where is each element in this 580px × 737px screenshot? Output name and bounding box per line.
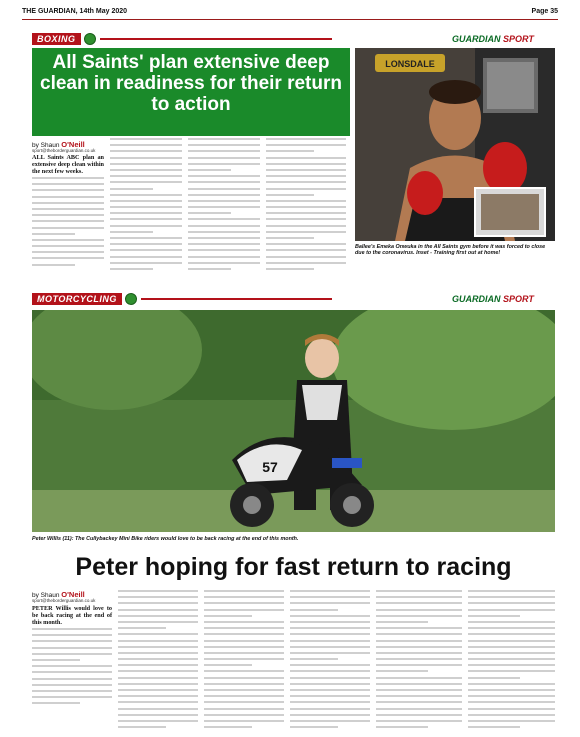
boxing-section-tag: BOXING — [32, 33, 81, 45]
racing-byline-email: sport@theborderguardian.co.uk — [32, 598, 96, 603]
boxing-photo — [355, 48, 555, 241]
bike-number: 57 — [262, 459, 278, 475]
boxing-section-bar — [32, 32, 332, 46]
motorcycling-section-tag: MOTORCYCLING — [32, 293, 122, 305]
racing-col-5 — [376, 590, 462, 732]
boxing-headline: All Saints' plan extensive deep clean in readiness for their return to action — [40, 52, 342, 115]
racing-col-1 — [32, 605, 112, 708]
brand-main: GUARDIAN — [452, 294, 501, 304]
boxing-col-4 — [266, 138, 346, 274]
byline-name: O'Neill — [61, 590, 85, 599]
boxing-col-1 — [32, 154, 104, 270]
ball-icon — [84, 33, 96, 45]
boxing-lead: ALL Saints ABC plan an extensive deep clean within the next few weeks. — [32, 154, 104, 175]
racing-headline: Peter hoping for fast return to racing — [75, 553, 512, 581]
boxing-brand — [452, 34, 534, 44]
boxing-col-3 — [188, 138, 260, 274]
ball-icon — [125, 293, 137, 305]
motorcycling-brand — [452, 294, 534, 304]
motorcycling-photo — [32, 310, 555, 532]
racing-col-3 — [204, 590, 284, 732]
brand-accent: SPORT — [503, 34, 534, 44]
boxing-byline-email: sport@theborderguardian.co.uk — [32, 148, 96, 153]
racing-lead: PETER Willis would love to be back racing at the end of this month. — [32, 605, 112, 626]
boxing-col-2 — [110, 138, 182, 274]
boxing-headline-box — [32, 48, 350, 136]
brand-main: GUARDIAN — [452, 34, 501, 44]
byline-prefix: by Shaun — [32, 142, 60, 149]
section-line — [100, 38, 332, 40]
page-number: Page 35 — [531, 8, 558, 15]
racing-col-2 — [118, 590, 198, 732]
section-line — [141, 298, 332, 300]
boxing-caption: Ballee's Emeka Onwuka in the All Saints gym before it was forced to close due to the coronavirus. Inset - Training first out at home! — [355, 244, 546, 257]
gym-sign-text: LONSDALE — [385, 59, 435, 69]
byline-prefix: by Shaun — [32, 592, 60, 599]
masthead — [22, 6, 558, 18]
byline-name: O'Neill — [61, 140, 85, 149]
motorcycling-section-bar — [32, 292, 332, 306]
masthead-date: THE GUARDIAN, 14th May 2020 — [22, 8, 128, 15]
brand-accent: SPORT — [503, 294, 534, 304]
racing-col-6 — [468, 590, 555, 732]
racing-col-4 — [290, 590, 370, 732]
masthead-rule — [22, 19, 558, 20]
motorcycling-caption: Peter Willis (11): The Cullybackey Mini Bike riders would love to be back racing at the end of this month. — [32, 536, 299, 542]
